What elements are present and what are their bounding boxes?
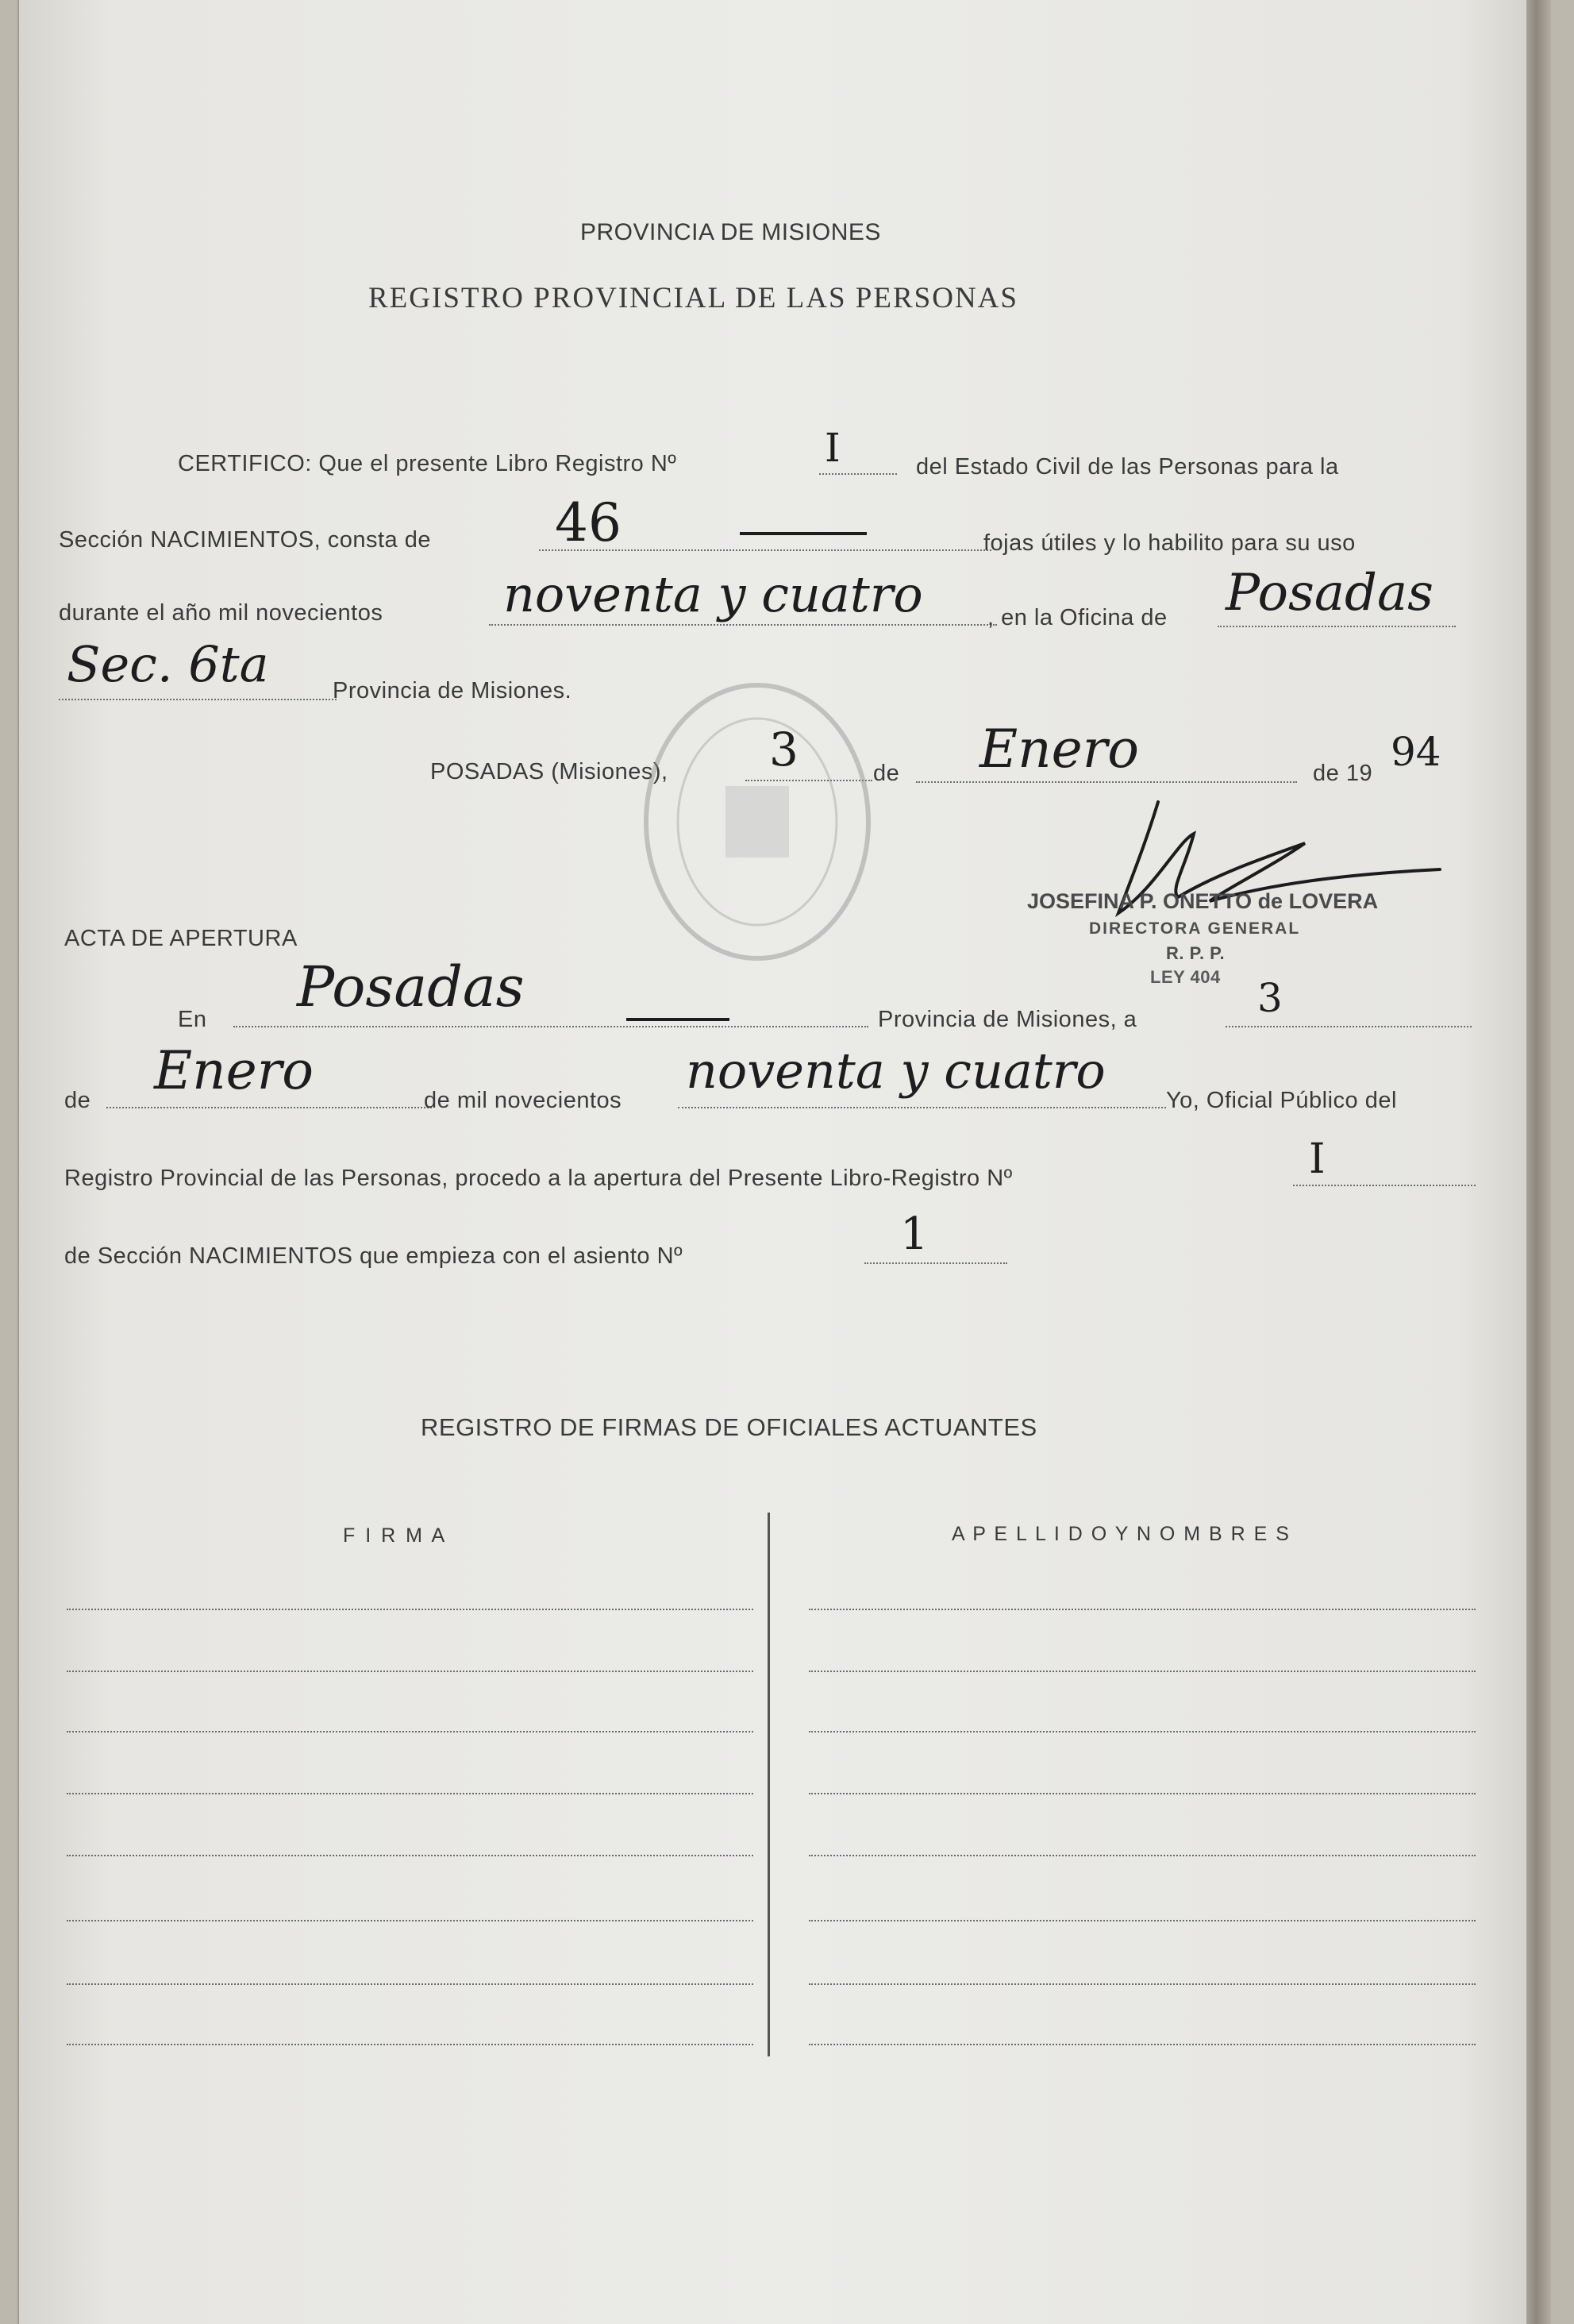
name-line[interactable] <box>809 1793 1476 1794</box>
dotted-rule <box>864 1262 1007 1264</box>
dotted-rule <box>678 1107 1166 1108</box>
office-handwritten: Posadas <box>1226 564 1434 622</box>
dotted-rule <box>59 699 337 700</box>
firma-line[interactable] <box>67 2044 753 2045</box>
registry-heading: REGISTRO PROVINCIAL DE LAS PERSONAS <box>368 282 1018 314</box>
day-handwritten: 3 <box>769 723 799 777</box>
document-page <box>17 0 1551 2324</box>
libro-number-handwritten: I <box>825 425 841 471</box>
stamp-org: R. P. P. <box>1166 943 1226 963</box>
fojas-handwritten: 46 <box>555 492 622 553</box>
name-line[interactable] <box>809 1855 1476 1856</box>
province-heading: PROVINCIA DE MISIONES <box>580 219 881 245</box>
apertura-line2-b: de mil novecientos <box>424 1088 622 1113</box>
stamp-name: JOSEFINA P. ONETTO de LOVERA <box>1027 889 1379 913</box>
apertura-line2-c: Yo, Oficial Público del <box>1166 1088 1397 1113</box>
cert-line4: Provincia de Misiones. <box>333 678 572 703</box>
apertura-line3: Registro Provincial de las Personas, procedo a la apertura del Presente Libro-Registro Nº <box>64 1166 1013 1191</box>
dotted-rule <box>489 624 997 626</box>
year-suffix-handwritten: 94 <box>1391 729 1441 775</box>
asiento-handwritten: 1 <box>900 1208 929 1260</box>
firma-line[interactable] <box>67 1671 753 1672</box>
column-firma: F I R M A <box>343 1524 448 1547</box>
cert-line3-b: , en la Oficina de <box>987 605 1168 630</box>
apertura-libro-handwritten: I <box>1309 1135 1326 1183</box>
apertura-line1-a: En <box>178 1007 207 1032</box>
column-apellido-nombres: A P E L L I D O Y N O M B R E S <box>952 1523 1291 1545</box>
signatures-heading: REGISTRO DE FIRMAS DE OFICIALES ACTUANTES <box>421 1413 1037 1441</box>
cert-line3-a: durante el año mil novecientos <box>59 600 383 626</box>
dotted-rule <box>233 1026 868 1027</box>
cert-line1-a: CERTIFICO: Que el presente Libro Registro Nº <box>178 451 677 476</box>
date-de: de <box>873 761 900 786</box>
name-line[interactable] <box>809 1731 1476 1732</box>
name-line[interactable] <box>809 2044 1476 2045</box>
firma-line[interactable] <box>67 1609 753 1610</box>
dotted-rule <box>916 781 1297 783</box>
stamp-title: DIRECTORA GENERAL <box>1089 919 1301 938</box>
date-place: POSADAS (Misiones), <box>430 759 668 784</box>
apertura-year-handwritten: noventa y cuatro <box>686 1042 1106 1100</box>
column-divider <box>768 1513 770 2056</box>
firma-line[interactable] <box>67 1920 753 1921</box>
name-line[interactable] <box>809 1671 1476 1672</box>
apertura-month-handwritten: Enero <box>154 1040 314 1101</box>
cert-line2-a: Sección NACIMIENTOS, consta de <box>59 527 431 553</box>
cert-line2-b: fojas útiles y lo habilito para su uso <box>983 530 1356 556</box>
dotted-rule <box>1293 1185 1476 1186</box>
apertura-line1-b: Provincia de Misiones, a <box>878 1007 1137 1032</box>
cert-line1-b: del Estado Civil de las Personas para la <box>916 454 1339 480</box>
apertura-line4: de Sección NACIMIENTOS que empieza con el asiento Nº <box>64 1243 683 1269</box>
book-spine-edge <box>1526 0 1551 2324</box>
firma-line[interactable] <box>67 1731 753 1732</box>
official-seal <box>638 675 876 969</box>
handwritten-dash <box>740 532 867 535</box>
dotted-rule <box>819 473 897 475</box>
apertura-heading: ACTA DE APERTURA <box>64 926 298 951</box>
date-de-19: de 19 <box>1313 761 1373 786</box>
dotted-rule <box>1226 1026 1472 1027</box>
stamp-law: LEY 404 <box>1150 967 1221 987</box>
name-line[interactable] <box>809 1609 1476 1610</box>
apertura-place-handwritten: Posadas <box>297 954 525 1019</box>
name-line[interactable] <box>809 1983 1476 1985</box>
firma-line[interactable] <box>67 1983 753 1985</box>
month-handwritten: Enero <box>979 719 1140 780</box>
dotted-rule <box>106 1107 432 1108</box>
handwritten-dash <box>626 1018 729 1021</box>
dotted-rule <box>1218 626 1456 627</box>
firma-line[interactable] <box>67 1793 753 1794</box>
apertura-day-handwritten: 3 <box>1257 975 1283 1021</box>
year-words-handwritten: noventa y cuatro <box>503 565 923 623</box>
apertura-line2-a: de <box>64 1088 91 1113</box>
section-handwritten: Sec. 6ta <box>67 635 269 693</box>
name-line[interactable] <box>809 1920 1476 1921</box>
firma-line[interactable] <box>67 1855 753 1856</box>
